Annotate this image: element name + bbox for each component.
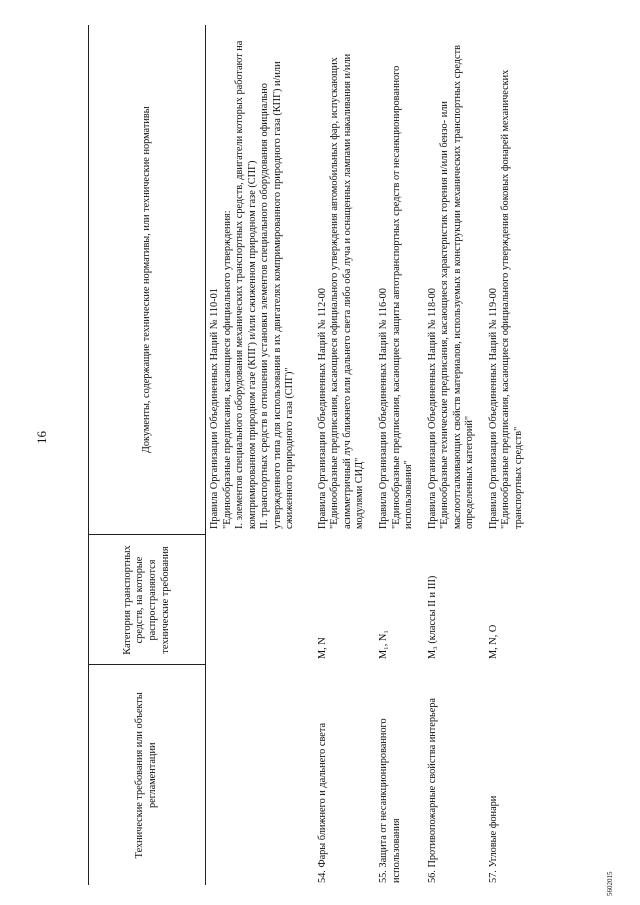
table-row [485, 25, 534, 885]
document-line: Правила Организации Объединенных Наций № 112-00 [316, 288, 328, 529]
header-category: Категория транспортных средств, на которые распространяются технические требования [89, 535, 206, 665]
requirement-cell: 56. Противопожарные свойства интерьера [426, 698, 438, 883]
document-line: "Единообразные технические предписания, касающиеся характеристик горения и/или бензо- или маслоотталкивающих свойств материалов, используемых в конструкции механических транспортных средств определенных категорий" [439, 45, 476, 529]
document-line: "Единообразные предписания, касающиеся официального утверждения автомобильных фар, испускающих асимметричный луч ближнего или дальнего света либо оба луча и оснащенных лампами накаливания и/или модулями СИД" [329, 53, 366, 529]
header-requirements: Технические требования или объекты регламентации [89, 665, 206, 885]
document-line: II. транспортных средств в отношении установки элементов специального оборудования официально утвержденного типа для использования в их двигателях компримированного природного газа (КПГ) и/или сжиженного природного газа (СПГ)" [259, 61, 296, 529]
category-cell: M, N, O [487, 624, 499, 659]
table-row [424, 25, 485, 885]
requirement-cell: 55. Защита от несанкционированного использования [378, 718, 402, 883]
header-documents: Документы, содержащие технические нормативы, или технические нормативы [89, 25, 206, 535]
table-row [305, 25, 375, 885]
document-cell [424, 25, 485, 535]
requirement-cell: 54. Фары ближнего и дальнего света [316, 722, 328, 883]
requirement-cell [206, 665, 305, 885]
document-cell [375, 25, 424, 535]
document-cell [485, 25, 534, 535]
table-header-row [89, 25, 206, 885]
document-line: Правила Организации Объединенных Наций № 118-00 [426, 288, 438, 529]
document-line: Правила Организации Объединенных Наций № 119-00 [487, 288, 499, 529]
category-cell: M₁, N₁ [378, 630, 390, 659]
rotated-table-container [88, 25, 596, 885]
document-line: Правила Организации Объединенных Наций № 110-01 [209, 288, 220, 529]
category-cell: M, N [316, 637, 328, 659]
category-cell: M₃ (классы II и III) [426, 575, 438, 659]
category-cell [206, 535, 305, 665]
document-cell [305, 25, 375, 535]
document-line: I. элементов специального оборудования механических транспортных средств, двигатели которых работают на компримированном природном газе (КПГ) и/или сжиженном природном газе (СПГ) [234, 40, 258, 529]
document-line: "Единообразные предписания, касающиеся официального утверждения: [221, 210, 233, 529]
document-line: "Единообразные предписания, касающиеся официального утверждения боковых фонарей механических транспортных средств" [500, 69, 524, 529]
document-line: Правила Организации Объединенных Наций № 116-00 [378, 288, 390, 529]
document-line: "Единообразные предписания, касающиеся защиты автотранспортных средств от несанкционированного использования" [390, 65, 415, 529]
page-number: 16 [34, 431, 49, 444]
document-code: 5602015 [606, 871, 614, 896]
table-row [375, 25, 424, 885]
requirement-cell: 57. Угловые фонари [487, 795, 499, 883]
document-cell [206, 25, 305, 535]
regulations-table [88, 25, 533, 885]
table-row [206, 25, 305, 885]
